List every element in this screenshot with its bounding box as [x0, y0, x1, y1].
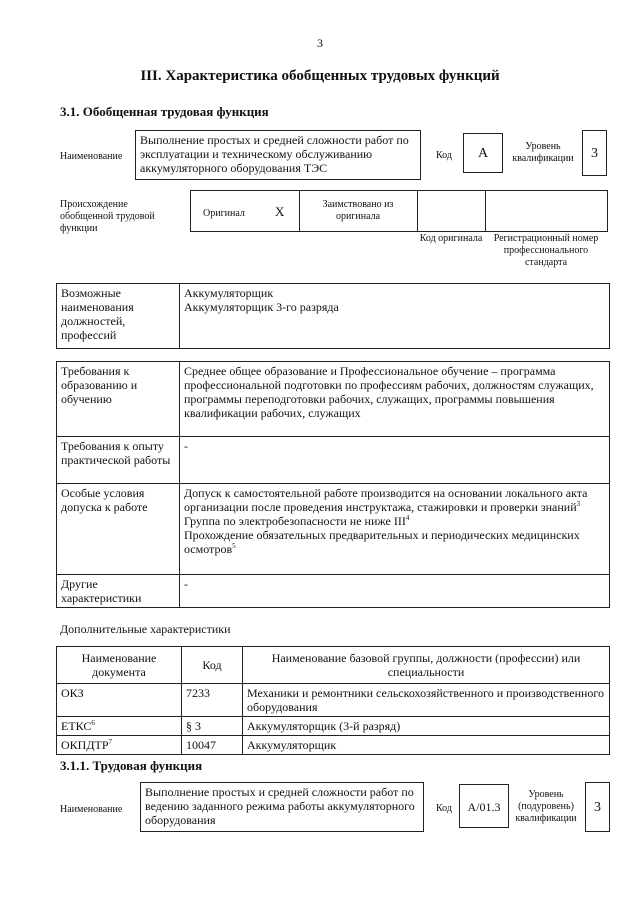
doc-title: Аккумуляторщик (3-й разряд) — [243, 717, 610, 736]
doc-name: ОКЗ — [61, 686, 84, 700]
footnote-ref: 6 — [91, 719, 95, 727]
gtf-code-value: А — [463, 133, 503, 173]
borrowed-label: Заимствовано из оригинала — [322, 199, 394, 222]
conditions-value — [180, 484, 610, 575]
table-row — [57, 684, 610, 717]
header-name: Наименование базовой группы, должности (профессии) или специальности — [243, 647, 610, 684]
tf-name-value: Выполнение простых и средней сложности работ по ведению заданного режима работы аккумуляторного оборудования — [140, 782, 424, 832]
gtf-code-label: Код — [436, 150, 452, 161]
table-row — [57, 736, 610, 755]
other-label: Другие характеристики — [57, 575, 180, 608]
tf-name-label: Наименование — [60, 804, 123, 815]
experience-label: Требования к опыту практической работы — [57, 437, 180, 484]
tf-level-label: Уровень (подуровень) квалификации — [515, 789, 577, 824]
header-code: Код — [182, 647, 243, 684]
education-label: Требования к образованию и обучению — [57, 362, 180, 437]
original-label: Оригинал — [203, 208, 245, 219]
tf-code-label: Код — [436, 803, 452, 814]
conditions-line-2: Группа по электробезопасности не ниже III — [184, 514, 406, 528]
footnote-ref: 5 — [232, 542, 236, 550]
positions-values — [180, 284, 610, 349]
doc-title: Аккумуляторщик — [243, 736, 610, 755]
generalized-function-title: 3.1. Обобщенная трудовая функция — [60, 104, 269, 119]
other-value: - — [180, 575, 610, 608]
gtf-level-value: 3 — [582, 130, 607, 176]
original-mark: Х — [275, 204, 285, 219]
labor-function-title: 3.1.1. Трудовая функция — [60, 758, 203, 773]
additional-title: Дополнительные характеристики — [60, 622, 231, 636]
footnote-ref: 4 — [405, 514, 410, 522]
doc-code: 7233 — [182, 684, 243, 717]
doc-name: ЕТКС — [61, 719, 92, 733]
reg-number-label: Регистрационный номер профессионального стандарта — [493, 233, 599, 268]
position-item: Аккумуляторщик — [184, 286, 274, 300]
doc-title: Механики и ремонтники сельскохозяйственного и производственного оборудования — [243, 684, 610, 717]
tf-code-value: A/01.3 — [459, 784, 509, 828]
table-row — [57, 717, 610, 736]
additional-table — [56, 646, 610, 755]
gtf-level-label: Уровень квалификации — [512, 141, 574, 164]
page-number: 3 — [317, 36, 323, 50]
doc-name: ОКПДТР — [61, 738, 109, 752]
tf-level-value: 3 — [585, 782, 610, 832]
conditions-label: Особые условия допуска к работе — [57, 484, 180, 575]
requirements-table — [56, 361, 610, 608]
gtf-name-label: Наименование — [60, 151, 123, 162]
doc-code: 10047 — [182, 736, 243, 755]
conditions-line-3: Прохождение обязательных предварительных и периодических медицинских осмотров — [184, 528, 580, 556]
origin-table — [190, 190, 608, 232]
education-value: Среднее общее образование и Профессиональное обучение – программа профессиональной подготовки по профессиям рабочих, должностям служащих, программы переподготовки рабочих, служащих, программы повышения квалификации рабочих, служащих — [180, 362, 610, 437]
section-title: III. Характеристика обобщенных трудовых функций — [140, 68, 500, 84]
doc-code: § 3 — [182, 717, 243, 736]
position-item: Аккумуляторщик 3-го разряда — [184, 300, 339, 314]
positions-label: Возможные наименования должностей, профессий — [57, 284, 180, 349]
origin-label: Происхождение обобщенной трудовой функции — [60, 199, 155, 234]
gtf-name-value: Выполнение простых и средней сложности работ по эксплуатации и техническому обслуживанию аккумуляторного оборудования ТЭС — [135, 130, 421, 180]
positions-table — [56, 283, 610, 349]
experience-value: - — [180, 437, 610, 484]
code-original-label: Код оригинала — [419, 233, 483, 244]
conditions-line-1: Допуск к самостоятельной работе производится на основании локального акта организации после проведения инструктажа, стажировки и проверки знаний — [184, 486, 588, 514]
footnote-ref: 7 — [108, 738, 113, 746]
header-document: Наименование документа — [57, 647, 182, 684]
footnote-ref: 3 — [576, 500, 581, 508]
